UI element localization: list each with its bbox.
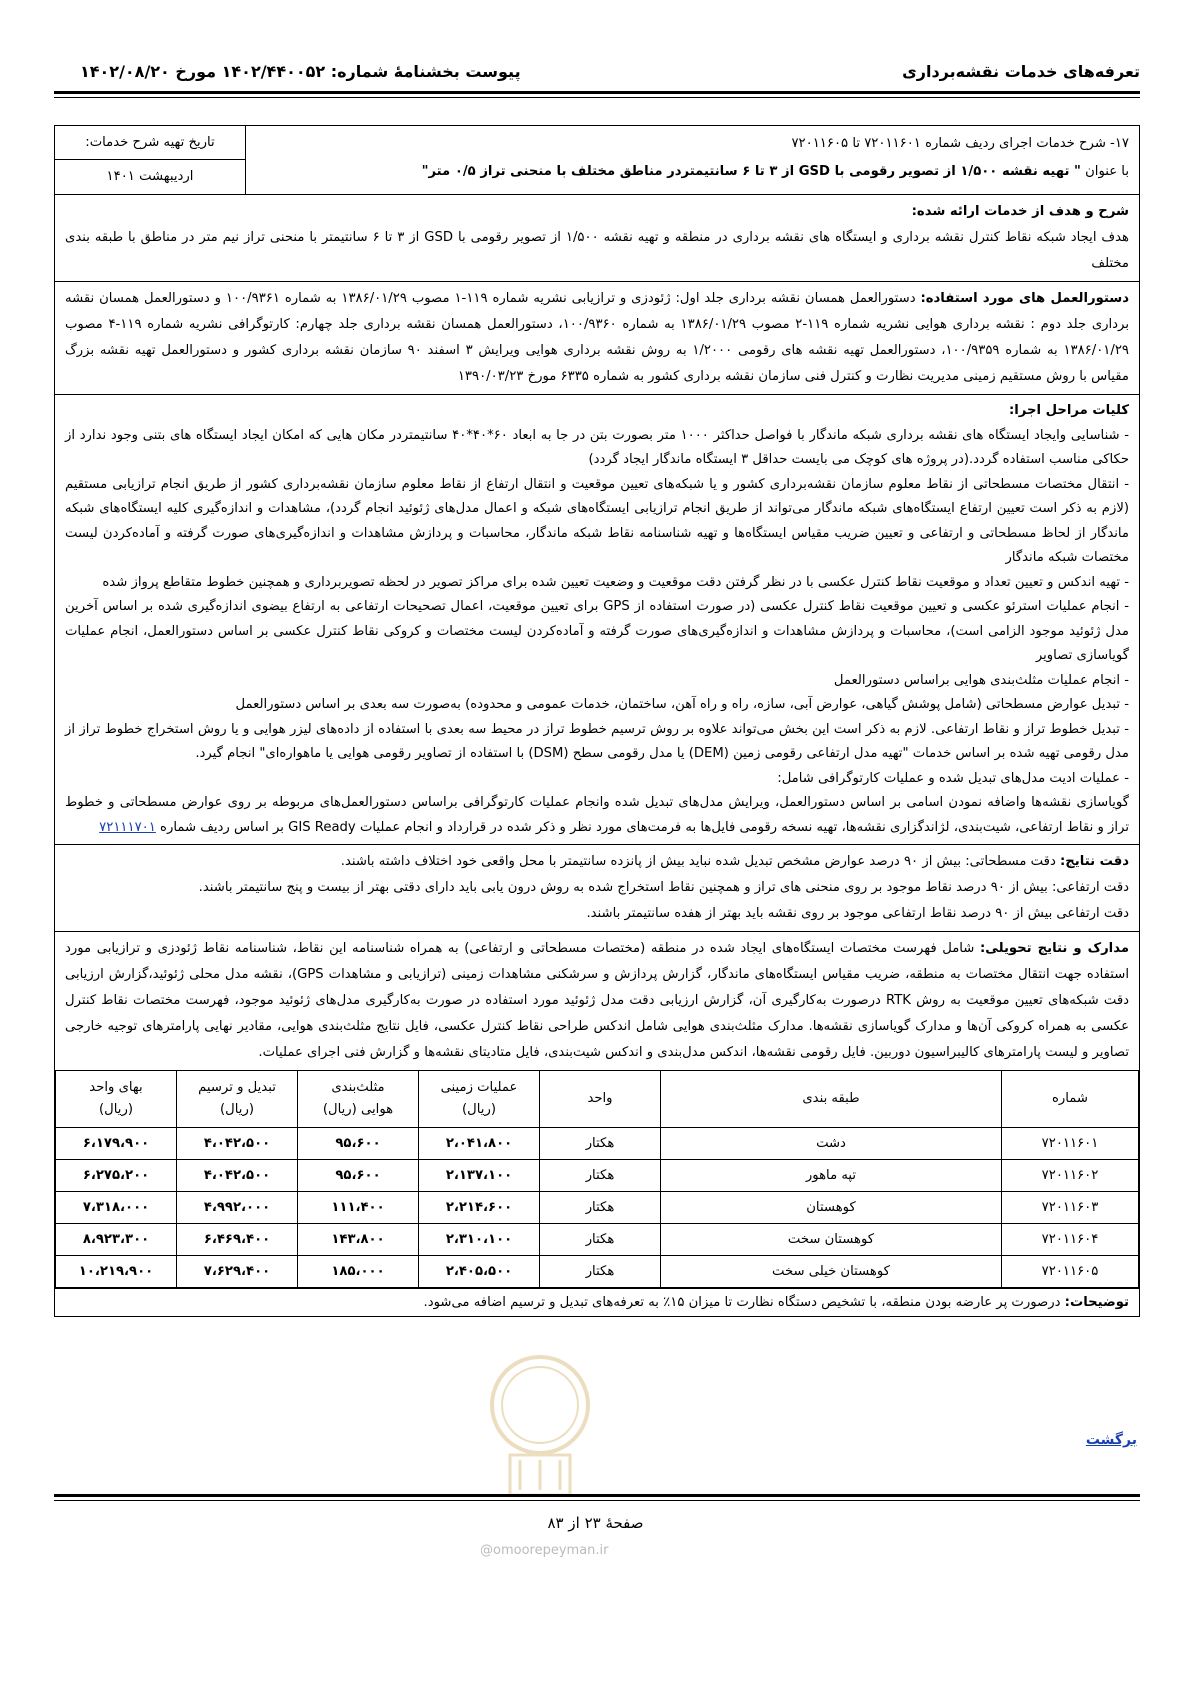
- goal-section: [55, 194, 1139, 281]
- cell-ground: ۲،۱۳۷،۱۰۰: [419, 1160, 540, 1192]
- cell-unit: هکتار: [540, 1224, 661, 1256]
- gis-ready-row-link[interactable]: ۷۲۱۱۱۷۰۱: [99, 819, 156, 835]
- step-item-cartography: گویاسازی نقشه‌ها واضافه نمودن اسامی بر اساس دستورالعمل، ویرایش مدل‌های تبدیل شده وانجام عملیات کارتوگرافی براساس دستورالعمل‌های مربوطه بر روی عوارض مسطحاتی و خطوط تراز و نقاط ارتفاعی، شیت‌بندی، لژاندگزاری نقشه‌ها، تهیه نسخه رقومی فایل‌ها به فرمت‌های مورد نظر و ذکر شده در قرارداد و انجام عملیات GIS Ready بر اساس ردیف شماره ۷۲۱۱۱۷۰۱: [65, 795, 1129, 835]
- cell-class: کوهستان خیلی سخت: [661, 1256, 1002, 1288]
- steps-title: کلیات مراحل اجرا:: [1008, 403, 1129, 418]
- service-subject: [256, 158, 1129, 186]
- header-rule-thick: [54, 91, 1140, 94]
- page-number: صفحهٔ ۲۳ از ۸۳: [547, 1514, 644, 1532]
- cell-triangulation: ۹۵،۶۰۰: [298, 1128, 419, 1160]
- deliverables-text: شامل فهرست مختصات ایستگاه‌های ایجاد شده در منطقه (مختصات مسطحاتی و ارتفاعی) به همراه شناسنامه این نقاط، شناسنامه نقاط ژئودزی و ترازیابی مورد استفاده جهت انتقال مختصات به منطقه، ضریب مقیاس ایستگاه‌های ماندگار، گزارش پردازش و سرشکنی مشاهدات زمینی (ترازیابی و مشاهدات GPS)، نقشه مدل محلی ژئوئید،گزارش ارزیابی دقت شبکه‌های تعیین موقعیت به روش RTK درصورت به‌کارگیری آن، گزارش ارزیابی دقت مدل ژئوئید مورد استفاده در صورت به‌کارگیری مدل‌های ژئوئید موجود، فهرست مختصات نقاط کنترل عکسی به همراه کروکی آن‌ها و مدارک گویاسازی نقشه‌ها. مدارک مثلث‌بندی هوایی شامل اندکس طراحی نقاط کنترل عکسی، فایل نتایج مثلث‌بندی هوایی، مقادیر نهایی پارامترهای توجیه خارجی تصاویر و لیست پارامترهای کالیبراسیون دوربین. فایل رقومی نقشه‌ها، اندکس مدل‌بندی و اندکس شیت‌بندی، فایل متادیتای نقشه‌ها و گزارش فنی اجرای عملیات.: [65, 941, 1129, 1060]
- accuracy-line: دقت ارتفاعی بیش از ۹۰ درصد نقاط ارتفاعی موجود بر روی نقشه باید بهتر از هفده سانتیمتر باشند.: [586, 906, 1129, 921]
- goal-title: شرح و هدف از خدمات ارائه شده:: [911, 204, 1129, 219]
- cell-triangulation: ۹۵،۶۰۰: [298, 1160, 419, 1192]
- cell-ground: ۲،۳۱۰،۱۰۰: [419, 1224, 540, 1256]
- cell-ground: ۲،۲۱۴،۶۰۰: [419, 1192, 540, 1224]
- cell-unit: هکتار: [540, 1128, 661, 1160]
- col-triangulation: مثلث‌بندی هوایی (ریال): [298, 1071, 419, 1128]
- col-conversion: تبدیل و ترسیم (ریال): [177, 1071, 298, 1128]
- preparation-date-label: تاریخ تهیه شرح خدمات:: [55, 126, 245, 160]
- accuracy-line: دقت ارتفاعی: بیش از ۹۰ درصد نقاط موجود بر روی منحنی های تراز و همچنین نقاط استخراج شده به روش درون یابی باید دارای دقتی بهتر از بیست و پنج سانتیمتر باشند.: [198, 880, 1129, 895]
- col-unit-price: بهای واحد (ریال): [56, 1071, 177, 1128]
- service-subject-prefix: با عنوان: [1080, 164, 1129, 179]
- cell-class: تپه ماهور: [661, 1160, 1002, 1192]
- cell-conversion: ۴،۹۹۲،۰۰۰: [177, 1192, 298, 1224]
- cell-code: ۷۲۰۱۱۶۰۱: [1002, 1128, 1139, 1160]
- accuracy-line: دقت نتایج: دقت مسطحاتی: بیش از ۹۰ درصد عوارض مشخص تبدیل شده نباید بیش از پانزده سانتیمتر با محل واقعی خود اختلاف داشته باشند.: [340, 854, 1129, 869]
- cell-unit-price: ۸،۹۲۳،۳۰۰: [56, 1224, 177, 1256]
- step-item: - تهیه اندکس و تعیین تعداد و موقعیت نقاط کنترل عکسی با در نظر گرفتن دقت موقعیت و وضعیت تعیین شده برای مراکز تصویر در لحظه تصویربرداری و همچنین خطوط متقاطع پرواز شده: [102, 574, 1129, 590]
- col-class: طبقه بندی: [661, 1071, 1002, 1128]
- cell-unit: هکتار: [540, 1160, 661, 1192]
- service-title: [246, 126, 1139, 194]
- step-item: - عملیات ادیت مدل‌های تبدیل شده و عملیات کارتوگرافی شامل:: [777, 770, 1129, 786]
- tariff-table: [55, 1070, 1139, 1288]
- instructions-section: [55, 281, 1139, 394]
- cell-code: ۷۲۰۱۱۶۰۵: [1002, 1256, 1139, 1288]
- cell-conversion: ۷،۶۲۹،۴۰۰: [177, 1256, 298, 1288]
- accuracy-section: [55, 844, 1139, 931]
- cell-class: کوهستان: [661, 1192, 1002, 1224]
- preparation-date-value: اردیبهشت ۱۴۰۱: [106, 169, 194, 184]
- cell-conversion: ۴،۰۴۲،۵۰۰: [177, 1160, 298, 1192]
- instructions-text: دستورالعمل همسان نقشه برداری جلد اول: ژئودزی و ترازیابی نشریه شماره ۱۱۹-۱ مصوب ۱۳۸۶/۰۱/۲۹ به شماره ۱۰۰/۹۳۶۱ و دستورالعمل همسان نقشه برداری جلد دوم : نقشه برداری هوایی نشریه شماره ۱۱۹-۲ مصوب ۱۳۸۶/۰۱/۲۹ به شماره ۱۰۰/۹۳۶۰، دستورالعمل همسان نقشه برداری جلد چهارم: کارتوگرافی نشریه شماره ۱۱۹-۴ مصوب ۱۳۸۶/۰۱/۲۹ به شماره ۱۰۰/۹۳۵۹، دستورالعمل تهیه نقشه های رقومی ۱/۲۰۰۰ به روش نقشه برداری هوایی ویرایش ۳ اسفند ۹۰ سازمان نقشه برداری کشور و دستورالعمل تهیه نقشه بزرگ مقیاس با روش مستقیم زمینی مدیریت نظارت و کنترل فنی سازمان نقشه برداری کشور به شماره ۶۳۳۵ مورخ ۱۳۹۰/۰۳/۲۳: [65, 291, 1129, 384]
- service-description-box: [54, 125, 1140, 1317]
- service-subject-title: " تهیه نقشه ۱/۵۰۰ از تصویر رقومی با GSD از ۳ تا ۶ سانتیمتردر مناطق مختلف با منحنی تراز ۰/۵ متر": [421, 164, 1081, 179]
- instructions-title: دستورالعمل های مورد استفاده:: [920, 291, 1129, 306]
- cell-conversion: ۴،۰۴۲،۵۰۰: [177, 1128, 298, 1160]
- footer-rule-thin: [54, 1500, 1140, 1501]
- cell-triangulation: ۱۴۳،۸۰۰: [298, 1224, 419, 1256]
- notes-section: [55, 1288, 1139, 1316]
- footer-rule-thick: [54, 1494, 1140, 1497]
- table-header-row: [56, 1071, 1139, 1128]
- cell-unit-price: ۷،۳۱۸،۰۰۰: [56, 1192, 177, 1224]
- table-row: [56, 1192, 1139, 1224]
- deliverables-section: [55, 931, 1139, 1070]
- step-item: - انجام عملیات مثلث‌بندی هوایی براساس دستورالعمل: [833, 672, 1129, 688]
- cell-class: کوهستان سخت: [661, 1224, 1002, 1256]
- cell-code: ۷۲۰۱۱۶۰۲: [1002, 1160, 1139, 1192]
- col-code: شماره: [1002, 1071, 1139, 1128]
- col-unit: واحد: [540, 1071, 661, 1128]
- cell-unit-price: ۶،۱۷۹،۹۰۰: [56, 1128, 177, 1160]
- step-item: - شناسایی وایجاد ایستگاه های نقشه برداری شبکه ماندگار با فواصل حداکثر ۱۰۰۰ متر بصورت بتن در جا به ابعاد ۶۰*۴۰*۴۰ سانتیمتردر مکان هایی که امکان ایجاد ایستگاه های بتنی وجود ندارد از حکاکی مناسب استفاده گردد.(در پروژه های کوچک می بایست حداقل ۳ ایستگاه ماندگار ایجاد گردد): [65, 427, 1130, 467]
- step-item: - انتقال مختصات مسطحاتی از نقاط معلوم سازمان نقشه‌برداری کشور و یا شبکه‌های تعیین موقعیت و انتقال ارتفاع از نقاط معلوم سازمان نقشه‌برداری کشور از طریق انجام ترازیابی مستقیم (لازم به ذکر است تعیین ارتفاع ایستگاه‌های شبکه ماندگار می‌تواند از طریق انجام ترازیابی ایستگاه‌های شبکه و اعمال مدل‌های ژئوئید انجام گردد)، مشاهدات و اندازه‌گیری کلیه ایستگاه‌های شبکه ماندگار از لحاظ مسطحاتی و ارتفاعی و تعیین ضریب مقیاس ایستگاه‌ها و تهیه شناسنامه نقاط شبکه ماندگار، محاسبات و پردازش مشاهدات و اندازه‌گیری‌های صورت گرفته و آماده‌کردن لیست مختصات شبکه ماندگار: [65, 476, 1129, 565]
- cell-triangulation: ۱۸۵،۰۰۰: [298, 1256, 419, 1288]
- deliverables-title: مدارک و نتایج تحویلی:: [979, 941, 1129, 956]
- cell-unit: هکتار: [540, 1192, 661, 1224]
- page-header: [50, 58, 1140, 92]
- notes-title: توضیحات:: [1064, 1295, 1129, 1310]
- header-rule-thin: [54, 97, 1140, 98]
- cell-class: دشت: [661, 1128, 1002, 1160]
- step-item: - تبدیل خطوط تراز و نقاط ارتفاعی. لازم به ذکر است این بخش می‌تواند علاوه بر روش ترسیم خطوط تراز در محیط سه بعدی با استفاده از داده‌های لیزر هوایی و یا روش استخراج خطوط تراز از مدل رقومی تهیه شده بر اساس خدمات "تهیه مدل ارتفاعی رقومی زمین (DEM) یا مدل رقومی سطح (DSM) با استفاده از تصاویر رقومی هوایی یا ماهواره‌ای" انجام گیرد.: [65, 721, 1129, 761]
- publisher-seal-logo: [470, 1350, 610, 1510]
- cell-unit-price: ۱۰،۲۱۹،۹۰۰: [56, 1256, 177, 1288]
- goal-text: هدف ایجاد شبکه نقاط کنترل نقشه برداری و ایستگاه های نقشه برداری در منطقه و تهیه نقشه ۱/۵۰۰ از تصویر رقومی با GSD از ۳ تا ۶ سانتیمتر با منحنی تراز نیم متر در مناطق با طبقه بندی مختلف: [65, 230, 1129, 271]
- header-circular-ref: پیوست بخشنامهٔ شماره: ۱۴۰۲/۴۴۰۰۵۲ مورخ ۱۴۰۲/۰۸/۲۰: [80, 62, 521, 81]
- table-row: [56, 1224, 1139, 1256]
- table-row: [56, 1160, 1139, 1192]
- cell-conversion: ۶،۴۶۹،۴۰۰: [177, 1224, 298, 1256]
- step-item: - تبدیل عوارض مسطحاتی (شامل پوشش گیاهی، عوارض آبی، سازه، راه و راه آهن، ساختمان، خدمات عمومی و محدوده) به‌صورت سه بعدی بر اساس دستورالعمل: [235, 697, 1129, 712]
- cell-code: ۷۲۰۱۱۶۰۴: [1002, 1224, 1139, 1256]
- watermark-text: @omoorepeyman.ir: [480, 1543, 609, 1558]
- accuracy-title: دقت نتایج:: [1060, 854, 1129, 869]
- cell-triangulation: ۱۱۱،۴۰۰: [298, 1192, 419, 1224]
- col-ground: عملیات زمینی (ریال): [419, 1071, 540, 1128]
- cell-unit: هکتار: [540, 1256, 661, 1288]
- cell-ground: ۲،۴۰۵،۵۰۰: [419, 1256, 540, 1288]
- back-link[interactable]: برگشت: [1085, 1432, 1137, 1448]
- service-row-range: ۱۷- شرح خدمات اجرای ردیف شماره ۷۲۰۱۱۶۰۱ تا ۷۲۰۱۱۶۰۵: [791, 136, 1129, 151]
- table-row: [56, 1256, 1139, 1288]
- notes-text: درصورت پر عارضه بودن منطقه، با تشخیص دستگاه نظارت تا میزان ۱۵٪ به تعرفه‌های تبدیل و ترسیم اضافه می‌شود.: [423, 1295, 1065, 1310]
- table-row: [56, 1128, 1139, 1160]
- service-title-row: [55, 126, 1139, 194]
- header-title: تعرفه‌های خدمات نقشه‌برداری: [902, 62, 1140, 81]
- preparation-date-box: [55, 126, 246, 194]
- steps-section: [55, 394, 1139, 844]
- cell-ground: ۲،۰۴۱،۸۰۰: [419, 1128, 540, 1160]
- step-item: - انجام عملیات استرئو عکسی و تعیین موقعیت نقاط کنترل عکسی (در صورت استفاده از GPS برای تعیین موقعیت، اعمال تصحیحات ارتفاعی به ارتفاع بیضوی اندازه‌گیری شده بر اساس آخرین مدل ژئوئید موجود الزامی است)، محاسبات و پردازش مشاهدات و اندازه‌گیری‌های صورت گرفته و آماده‌کردن لیست مختصات و کروکی نقاط کنترل عکسی بر اساس دستورالعمل، انجام عملیات گویاسازی تصاویر: [65, 599, 1129, 663]
- cell-code: ۷۲۰۱۱۶۰۳: [1002, 1192, 1139, 1224]
- cell-unit-price: ۶،۲۷۵،۲۰۰: [56, 1160, 177, 1192]
